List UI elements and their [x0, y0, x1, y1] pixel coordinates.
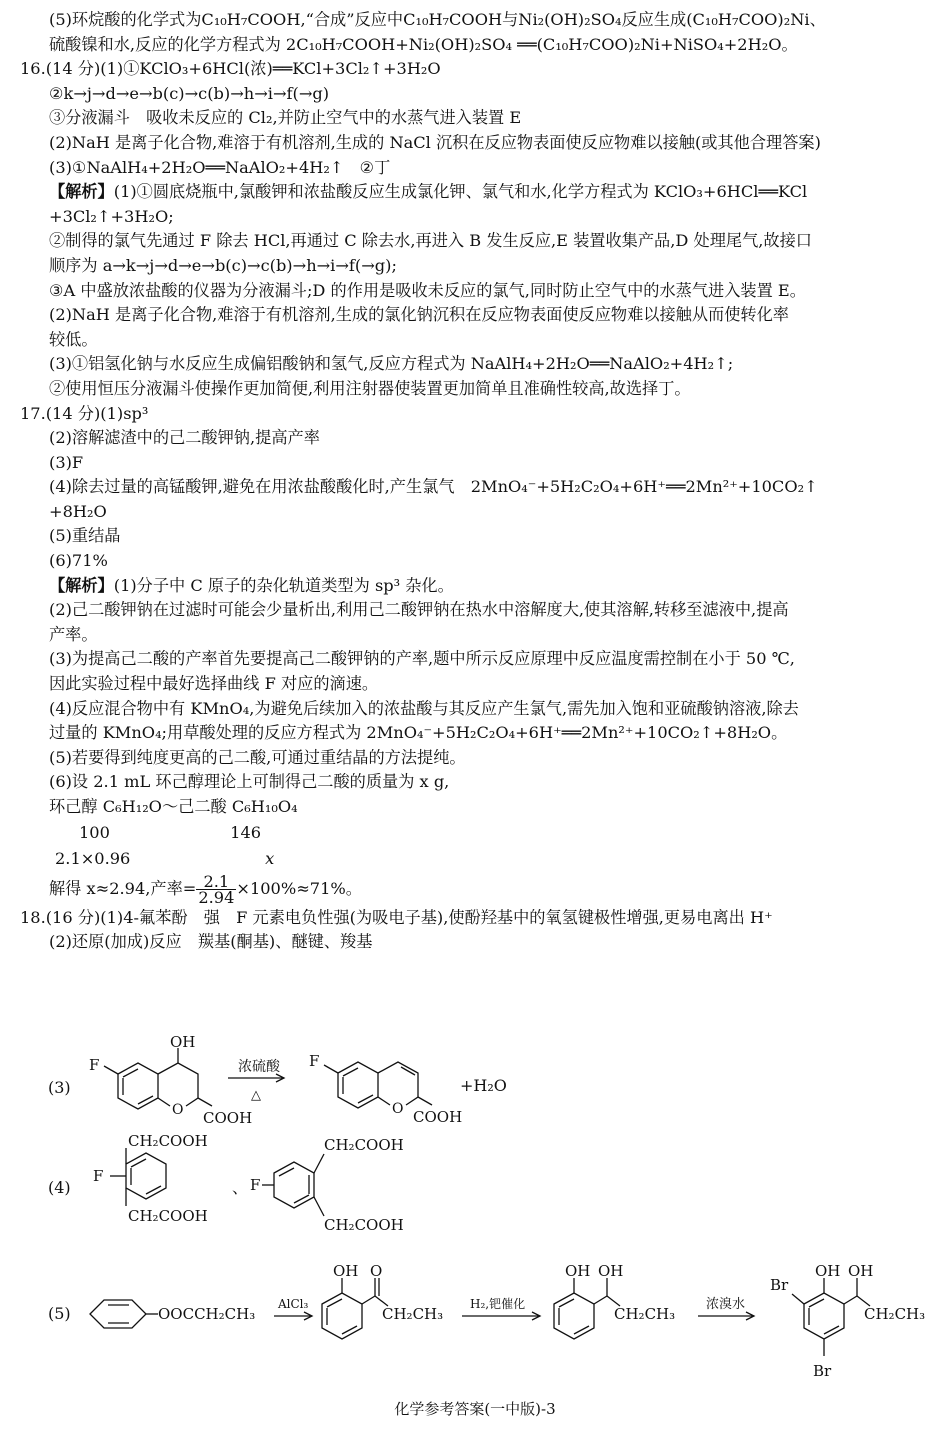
- reagent-1: AlCl₃: [278, 1297, 309, 1311]
- q3-byproduct: +H₂O: [460, 1076, 507, 1095]
- text-line: [20, 303, 938, 328]
- ch2cooh-label: CH₂COOH: [128, 1132, 208, 1150]
- ch2cooh-label: CH₂COOH: [128, 1207, 208, 1225]
- q18-text-block: [20, 906, 938, 955]
- chromanol-structure: [89, 1036, 252, 1127]
- line-text: (5)若要得到纯度更高的己二酸,可通过重结晶的方法提纯。: [49, 747, 466, 767]
- q3-condition: △: [251, 1088, 261, 1103]
- text-line: [20, 598, 938, 623]
- line-text: (4)除去过量的高锰酸钾,避免在用浓盐酸酸化时,产生氯气 2MnO₄⁻+5H₂C₂O₄+6H⁺══2Mn²⁺+10CO₂↑: [49, 477, 818, 497]
- line-text: (1)分子中 C 原子的杂化轨道类型为 sp³ 杂化。: [113, 575, 454, 595]
- isomer-2-structure: [250, 1136, 404, 1234]
- line-text: ③分液漏斗 吸收未反应的 Cl₂,并防止空气中的水蒸气进入装置 E: [49, 108, 522, 128]
- line-text: (3)F: [49, 452, 84, 472]
- text-line: [20, 106, 938, 131]
- oh-label: OH: [848, 1262, 874, 1280]
- br-label: Br: [813, 1362, 832, 1380]
- analysis-marker: 【解析】: [49, 182, 114, 202]
- text-line: [20, 500, 938, 525]
- diol-structure: [554, 1262, 675, 1339]
- line-text: (6)设 2.1 mL 环己醇理论上可制得己二酸的质量为 x g,: [49, 772, 450, 792]
- calc-row-1: [55, 820, 938, 846]
- text-line: [20, 795, 938, 820]
- line-text: 产率。: [49, 624, 98, 644]
- text-line: [20, 451, 938, 476]
- text-line: [20, 402, 938, 427]
- line-text: (5)重结晶: [49, 526, 121, 546]
- line-text: (4)反应混合物中有 KMnO₄,为避免后续加入的浓盐酸与其反应产生氯气,需先加入饱和亚硫酸钠溶液,除去: [49, 698, 799, 718]
- text-line: [20, 475, 938, 500]
- hydroxy-propiophenone-structure: [322, 1262, 443, 1339]
- calc-cell: 146: [230, 822, 262, 842]
- text-line: [20, 549, 938, 574]
- line-text: (3)为提高己二酸的产率首先要提高己二酸钾钠的产率,题中所示反应原理中反应温度需控制在小于 50 ℃,: [49, 649, 795, 669]
- text-line: [20, 377, 938, 402]
- line-text: 较低。: [49, 329, 98, 349]
- line-text: 18.(16 分)(1)4-氟苯酚 强 F 元素电负性强(为吸电子基),使酚羟基中的氧氢键极性增强,更易电离出 H⁺: [20, 907, 773, 927]
- line-text: (5)环烷酸的化学式为C₁₀H₇COOH,“合成”反应中C₁₀H₇COOH与Ni₂(OH)₂SO₄反应生成(C₁₀H₇COO)₂Ni、: [49, 10, 826, 29]
- text-line: [20, 8, 938, 33]
- calc-row-2: [55, 846, 938, 872]
- oh-label: OH: [170, 1036, 196, 1051]
- text-line: [20, 180, 938, 205]
- line-text: 硫酸镍和水,反应的化学方程式为 2C₁₀H₇COOH+Ni₂(OH)₂SO₄ ══(C₁₀H₇COO)₂Ni+NiSO₄+2H₂O。: [49, 34, 798, 54]
- oh-label: OH: [333, 1262, 359, 1280]
- o-label: O: [370, 1262, 383, 1280]
- text-line: [20, 930, 938, 955]
- text-line: [20, 328, 938, 353]
- text-line: [20, 82, 938, 107]
- calc-block: [20, 820, 938, 872]
- text-line: [20, 721, 938, 746]
- line-text: (2)己二酸钾钠在过滤时可能会少量析出,利用己二酸钾钠在热水中溶解度大,使其溶解,转移至滤液中,提高: [49, 600, 789, 620]
- line-text: (2)还原(加成)反应 羰基(酮基)、醚键、羧基: [49, 932, 373, 952]
- calc-cell: 100: [79, 822, 110, 842]
- calc-cell: 2.1×0.96: [55, 848, 131, 868]
- line-text: ②k→j→d→e→b(c)→c(b)→h→i→f(→g): [49, 83, 330, 103]
- answer-page: [20, 8, 938, 955]
- line-text: (2)NaH 是离子化合物,难溶于有机溶剂,生成的氯化钠沉积在反应物表面使反应物难以接触从而使转化率: [49, 305, 789, 325]
- dibromo-diol-structure: [770, 1262, 925, 1380]
- f-label: F: [89, 1056, 100, 1074]
- line-text: 16.(14 分)(1)①KClO₃+6HCl(浓)══KCl+3Cl₂↑+3H₂O: [20, 59, 441, 79]
- text-line: [20, 156, 938, 181]
- text-line: [20, 906, 938, 931]
- text-line: [20, 131, 938, 156]
- text-line: [20, 524, 938, 549]
- q4-label: (4): [48, 1178, 71, 1197]
- fraction: [196, 871, 236, 907]
- oh-label: OH: [565, 1262, 591, 1280]
- text-line: [20, 746, 938, 771]
- analysis-marker: 【解析】: [49, 575, 114, 595]
- fraction-denominator: 2.94: [198, 887, 235, 907]
- line-text: (6)71%: [49, 551, 108, 571]
- cooh-label: COOH: [413, 1108, 463, 1126]
- fraction-numerator: 2.1: [196, 874, 236, 890]
- line-text: 过量的 KMnO₄;用草酸处理的反应方程式为 2MnO₄⁻+5H₂C₂O₄+6H⁺══2Mn²⁺+10CO₂↑+8H₂O。: [49, 723, 788, 743]
- text-line: [20, 697, 938, 722]
- br-label: Br: [770, 1276, 789, 1294]
- text-line: [20, 770, 938, 795]
- q5-label: (5): [48, 1304, 71, 1323]
- ester-label: OOCCH₂CH₃: [158, 1305, 256, 1323]
- text-line: [20, 33, 938, 58]
- solve-prefix: 解得 x≈2.94,产率=: [49, 878, 197, 898]
- q3-reagent: 浓硫酸: [238, 1059, 280, 1075]
- text-line: [20, 426, 938, 451]
- text-line: [20, 254, 938, 279]
- text-line: [20, 352, 938, 377]
- phenyl-ester-structure: [90, 1300, 255, 1328]
- ethyl-label: CH₂CH₃: [614, 1305, 676, 1323]
- line-text: (1)①圆底烧瓶中,氯酸钾和浓盐酸反应生成氯化钾、氯气和水,化学方程式为 KClO₃+6HCl══KCl: [113, 182, 808, 202]
- q3-label: (3): [48, 1078, 71, 1097]
- line-text: 顺序为 a→k→j→d→e→b(c)→c(b)→h→i→f(→g);: [49, 255, 397, 275]
- text-line: [20, 229, 938, 254]
- line-text: (2)溶解滤渣中的己二酸钾钠,提高产率: [49, 428, 320, 448]
- text-line: [20, 57, 938, 82]
- reagent-3: 浓溴水: [706, 1297, 746, 1312]
- solve-suffix: ×100%≈71%。: [236, 878, 362, 898]
- line-text: (3)①铝氢化钠与水反应生成偏铝酸钠和氢气,反应方程式为 NaAlH₄+2H₂O══NaAlO₂+4H₂↑;: [49, 354, 734, 374]
- f-label: F: [93, 1167, 104, 1185]
- page-footer: 化学参考答案(一中版)-3: [394, 1400, 556, 1418]
- o-label: O: [392, 1101, 404, 1117]
- calc-cell: x: [265, 848, 275, 868]
- text-line: [20, 623, 938, 648]
- line-text: 17.(14 分)(1)sp³: [20, 403, 149, 423]
- separator: 、: [232, 1178, 249, 1197]
- solve-line: [20, 872, 938, 906]
- structure-figures: [0, 1036, 950, 1416]
- text-line: [20, 205, 938, 230]
- chromene-structure: [309, 1052, 462, 1126]
- ch2cooh-label: CH₂COOH: [324, 1216, 404, 1234]
- ethyl-label: CH₂CH₃: [382, 1305, 444, 1323]
- line-text: 因此实验过程中最好选择曲线 F 对应的滴速。: [49, 674, 379, 694]
- answer-text-block: [20, 8, 938, 820]
- line-text: 环己醇 C₆H₁₂O～己二酸 C₆H₁₀O₄: [49, 797, 298, 816]
- text-line: [20, 279, 938, 304]
- oh-label: OH: [598, 1262, 624, 1280]
- cooh-label: COOH: [203, 1109, 253, 1127]
- line-text: (2)NaH 是离子化合物,难溶于有机溶剂,生成的 NaCl 沉积在反应物表面使反应物难以接触(或其他合理答案): [49, 132, 821, 152]
- line-text: +3Cl₂↑+3H₂O;: [49, 206, 174, 226]
- line-text: (3)①NaAlH₄+2H₂O══NaAlO₂+4H₂↑ ②丁: [49, 157, 391, 177]
- line-text: ②使用恒压分液漏斗使操作更加简便,利用注射器使装置更加简单且准确性较高,故选择丁。: [49, 378, 691, 398]
- ch2cooh-label: CH₂COOH: [324, 1136, 404, 1154]
- line-text: +8H₂O: [49, 501, 107, 521]
- text-line: [20, 647, 938, 672]
- f-label: F: [309, 1052, 320, 1070]
- line-text: ②制得的氯气先通过 F 除去 HCl,再通过 C 除去水,再进入 B 发生反应,E 装置收集产品,D 处理尾气,故接口: [49, 231, 812, 251]
- reagent-2: H₂,钯催化: [470, 1297, 526, 1311]
- line-text: ③A 中盛放浓盐酸的仪器为分液漏斗;D 的作用是吸收未反应的氯气,同时防止空气中的水蒸气进入装置 E。: [49, 280, 806, 300]
- ethyl-label: CH₂CH₃: [864, 1305, 926, 1323]
- text-line: [20, 574, 938, 599]
- isomer-1-structure: [93, 1132, 208, 1225]
- text-line: [20, 672, 938, 697]
- f-label: F: [250, 1176, 261, 1194]
- oh-label: OH: [815, 1262, 841, 1280]
- o-label: O: [172, 1102, 184, 1118]
